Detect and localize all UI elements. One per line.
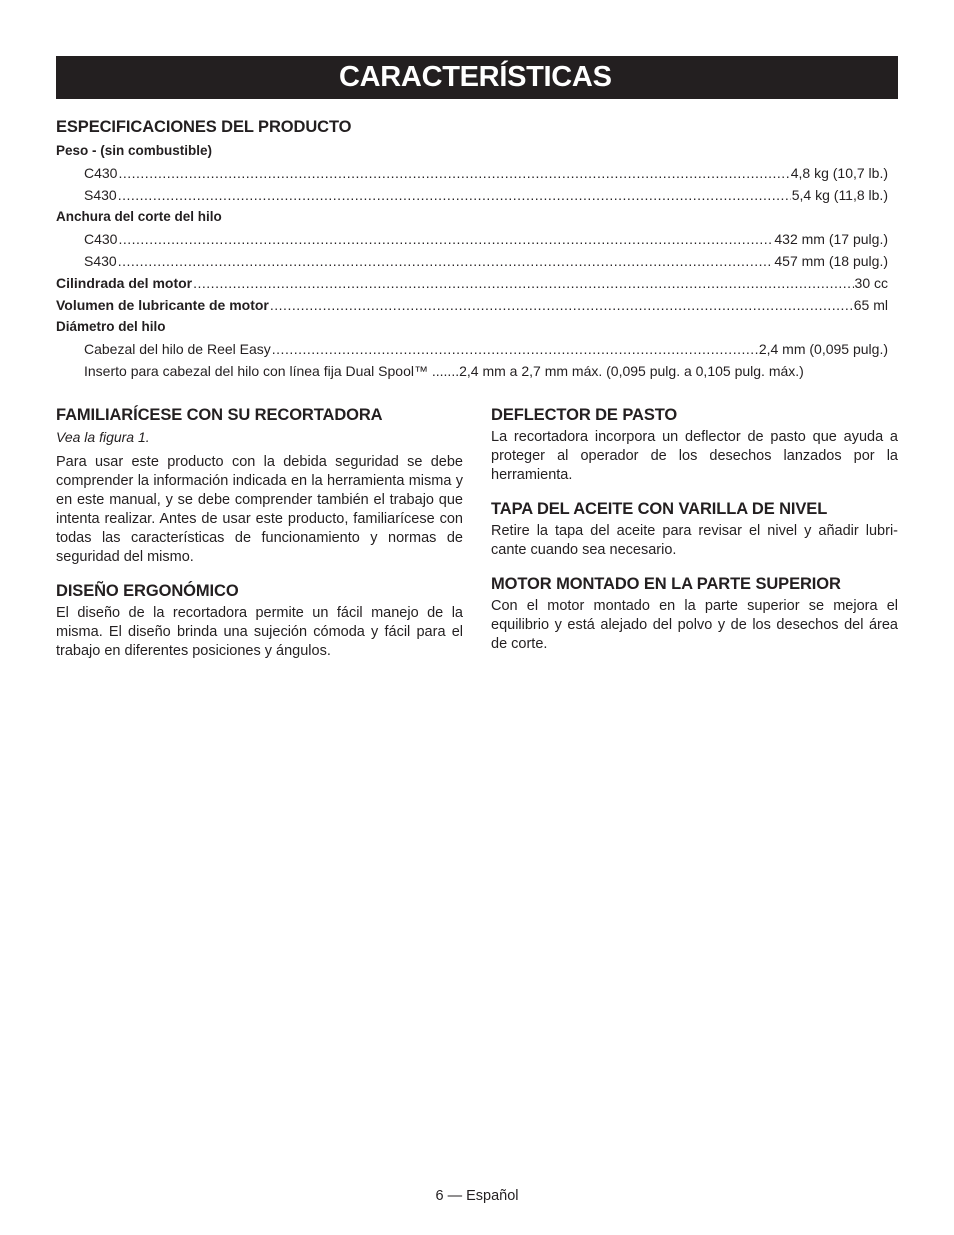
right-column <box>491 405 898 668</box>
spec-row <box>56 338 888 360</box>
spec-model: C430 <box>84 231 118 247</box>
leader-dots <box>118 228 773 250</box>
section-heading: DEFLECTOR DE PASTO <box>491 406 678 424</box>
page-title: CARACTERÍSTICAS <box>339 61 612 93</box>
section-ergonomic <box>56 581 463 661</box>
section-grass-deflector <box>491 405 898 485</box>
section-heading: MOTOR MONTADO EN LA PARTE SUPERIOR <box>491 575 841 593</box>
section-body: Retire la tapa del aceite para revisar el nivel y añadir lubri-cante cuando sea necesario. <box>491 523 898 558</box>
page-footer <box>0 1186 954 1206</box>
spec-row <box>56 360 888 382</box>
leader-dots <box>118 250 774 272</box>
spec-row <box>56 250 888 272</box>
spec-row-displacement <box>56 272 888 294</box>
spec-model: S430 <box>84 187 117 203</box>
spec-row <box>56 228 888 250</box>
leader-dots <box>270 294 853 316</box>
spec-model: S430 <box>84 253 117 269</box>
spec-label: Cabezal del hilo de Reel Easy <box>84 341 271 357</box>
dual-spool-spec: Inserto para cabezal del hilo con línea fija Dual Spool™ .......2,4 mm a 2,7 mm máx. (0,095 pulg. a 0,105 pulg. máx.) <box>84 363 804 379</box>
section-heading: FAMILIARÍCESE CON SU RECORTADORA <box>56 406 383 424</box>
section-oil-cap <box>491 499 898 560</box>
section-body: Para usar este producto con la debida seguridad se debe comprender la información indicada en la herramienta misma y en este manual, y se debe comprender también el trabajo que intenta realizar. Antes de usar este producto, familiarícese con todas las características de funcionamiento y normas de seguridad del mismo. <box>56 454 463 565</box>
line-diameter-label: Diámetro del hilo <box>56 319 166 334</box>
page-number: 6 — Español <box>435 1188 519 1204</box>
spec-value: 5,4 kg (11,8 lb.) <box>791 187 888 203</box>
figure-reference: Vea la figura 1. <box>56 429 150 445</box>
cut-width-label: Anchura del corte del hilo <box>56 209 222 224</box>
spec-value: 2,4 mm (0,095 pulg.) <box>758 341 888 357</box>
leader-dots <box>118 184 791 206</box>
section-heading: TAPA DEL ACEITE CON VARILLA DE NIVEL <box>491 500 828 518</box>
spec-value: 432 mm (17 pulg.) <box>774 231 888 247</box>
section-body: Con el motor montado en la parte superior se mejora el equilibrio y está alejado del polvo y de los desechos del área de corte. <box>491 598 898 652</box>
specifications-heading: ESPECIFICACIONES DEL PRODUCTO <box>56 118 352 136</box>
spec-value: 65 ml <box>853 297 888 313</box>
weight-label: Peso - (sin combustible) <box>56 143 213 158</box>
section-body: La recortadora incorpora un deflector de pasto que ayuda a proteger al operador de los desechos lanzados por la herramienta. <box>491 429 898 483</box>
spec-value: 457 mm (18 pulg.) <box>774 253 888 269</box>
spec-label: Cilindrada del motor <box>56 275 193 291</box>
spec-label: Volumen de lubricante de motor <box>56 297 269 313</box>
leader-dots <box>272 338 758 360</box>
leader-dots <box>193 272 853 294</box>
section-heading: DISEÑO ERGONÓMICO <box>56 582 239 600</box>
spec-row <box>56 184 888 206</box>
section-familiarize <box>56 405 463 567</box>
left-column <box>56 405 463 675</box>
section-body: El diseño de la recortadora permite un fácil manejo de la misma. El diseño brinda una sujeción cómoda y fácil para el trabajo en diferentes posiciones y ángulos. <box>56 605 463 659</box>
spec-value: 4,8 kg (10,7 lb.) <box>790 165 888 181</box>
product-specifications <box>56 117 888 382</box>
spec-row-oil-volume <box>56 294 888 316</box>
section-top-mounted-motor <box>491 574 898 654</box>
spec-model: C430 <box>84 165 118 181</box>
spec-value: 30 cc <box>854 275 888 291</box>
leader-dots <box>118 162 789 184</box>
page-title-banner <box>56 56 898 99</box>
spec-row <box>56 162 888 184</box>
